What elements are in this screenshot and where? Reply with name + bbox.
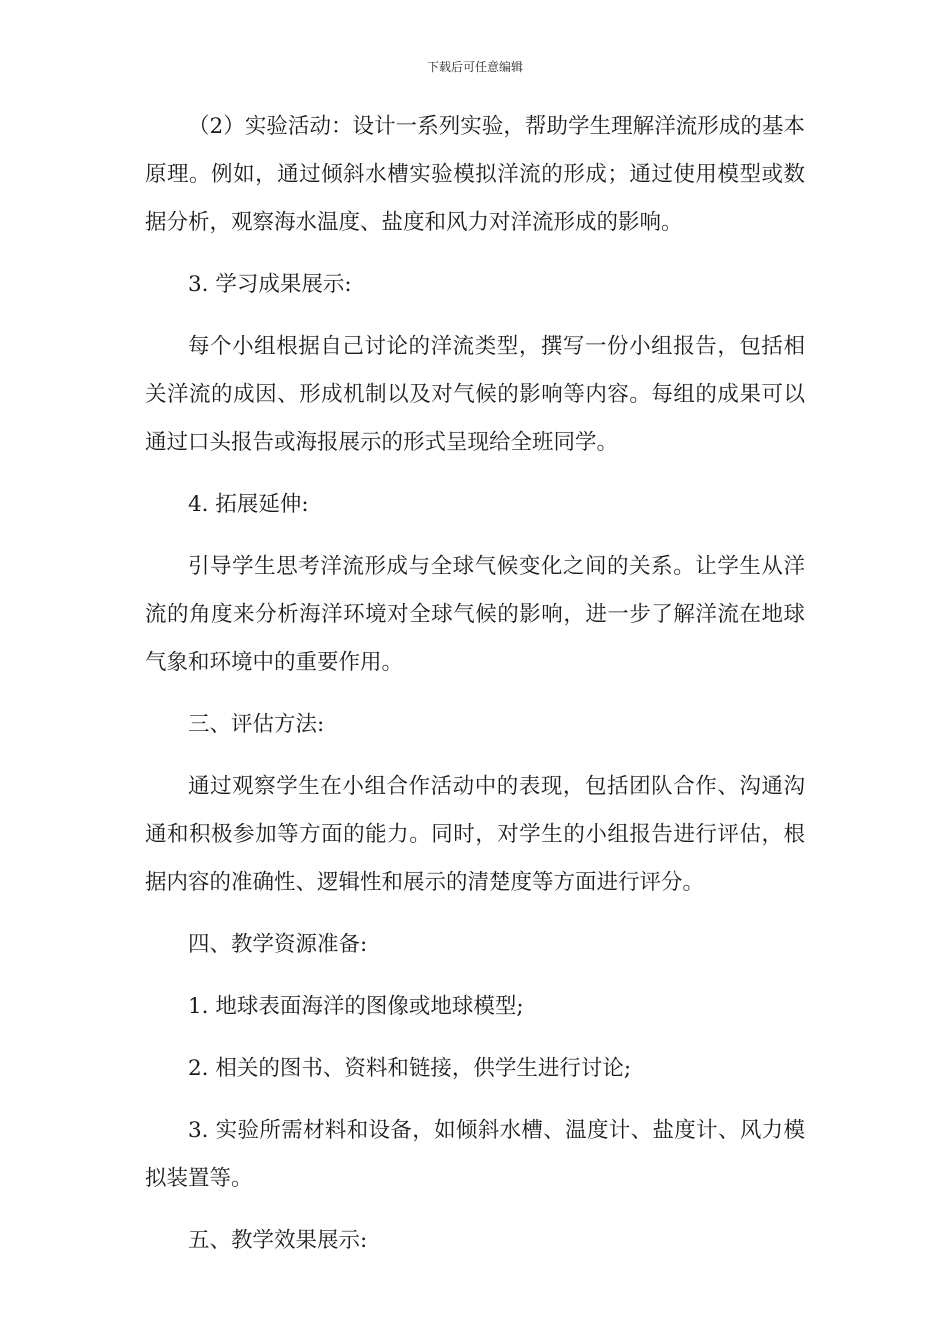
page-header-note: 下载后可任意编辑 xyxy=(426,60,523,74)
list-item-resource-3: 3. 实验所需材料和设备，如倾斜水槽、温度计、盐度计、风力模拟装置等。 xyxy=(145,1118,805,1191)
document-body xyxy=(145,103,805,1279)
paragraph-experiment-activity: （2）实验活动：设计一系列实验，帮助学生理解洋流形成的基本原理。例如，通过倾斜水槽实验模拟洋流的形成；通过使用模型或数据分析，观察海水温度、盐度和风力对洋流形成的影响。 xyxy=(145,114,805,235)
section-heading-resources: 四、教学资源准备: xyxy=(188,932,368,957)
section-heading-teaching-effect: 五、教学效果展示: xyxy=(188,1228,368,1253)
list-item-resource-2: 2. 相关的图书、资料和链接，供学生进行讨论; xyxy=(188,1056,632,1081)
paragraph-extension: 引导学生思考洋流形成与全球气候变化之间的关系。让学生从洋流的角度来分析海洋环境对全球气候的影响，进一步了解洋流在地球气象和环境中的重要作用。 xyxy=(145,554,805,675)
paragraph-evaluation: 通过观察学生在小组合作活动中的表现，包括团队合作、沟通沟通和积极参加等方面的能力。同时，对学生的小组报告进行评估，根据内容的准确性、逻辑性和展示的清楚度等方面进行评分。 xyxy=(145,774,805,895)
section-heading-evaluation: 三、评估方法: xyxy=(188,712,325,737)
list-item-resource-1: 1. 地球表面海洋的图像或地球模型; xyxy=(188,994,524,1019)
paragraph-learning-results: 每个小组根据自己讨论的洋流类型，撰写一份小组报告，包括相关洋流的成因、形成机制以及对气候的影响等内容。每组的成果可以通过口头报告或海报展示的形式呈现给全班同学。 xyxy=(145,334,805,455)
section-heading-extension: 4. 拓展延伸: xyxy=(188,492,309,517)
section-heading-learning-results: 3. 学习成果展示: xyxy=(188,272,352,297)
